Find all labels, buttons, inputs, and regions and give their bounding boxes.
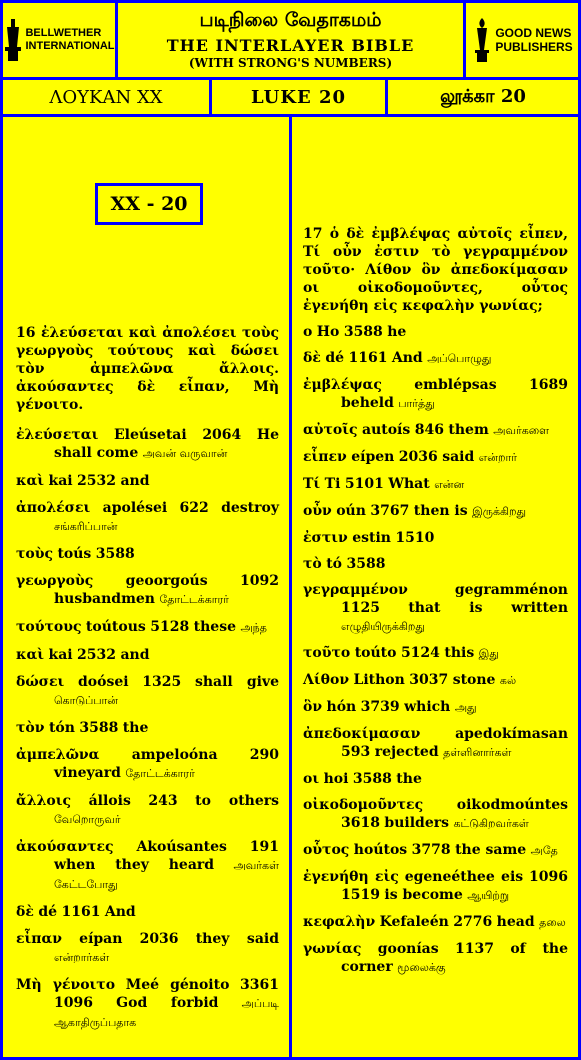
greek-word: δὲ xyxy=(303,350,321,366)
strongs-number: 3739 xyxy=(360,699,400,715)
word-entry xyxy=(303,796,568,833)
greek-word: τοὺς xyxy=(16,546,53,562)
tamil-gloss: சங்கரிப்பான் xyxy=(54,520,118,533)
strongs-number: 3588 xyxy=(352,771,392,787)
word-entry xyxy=(303,644,568,663)
strongs-number: 3778 xyxy=(411,842,451,858)
tamil-gloss: கட்டுகிறவர்கள் xyxy=(453,817,529,830)
transliteration: hoi xyxy=(323,771,349,787)
verse-16-text: 16 ἐλεύσεται καὶ ἀπολέσει τοὺς γεωργοὺς τούτους καὶ δώσει τὸν ἀμπελῶνα ἄλλοις. ἀκούσαντες δὲ εἶπαν, Μὴ γένοιτο. xyxy=(16,325,279,413)
tamil-gloss: தோட்டக்காரர் xyxy=(159,593,229,606)
word-entry xyxy=(16,472,279,490)
transliteration: Eleúsetai xyxy=(113,427,187,443)
strongs-number: 1092 xyxy=(240,573,279,589)
greek-word: οὖν xyxy=(303,503,332,519)
word-entry xyxy=(16,930,279,967)
tamil-gloss: என்றார்கள் xyxy=(54,951,110,964)
transliteration: eípen xyxy=(351,449,395,465)
strongs-number: 5128 xyxy=(150,619,190,635)
word-entry xyxy=(303,841,568,860)
transliteration: autoís xyxy=(362,422,411,438)
greek-word: ο xyxy=(303,324,313,340)
transliteration: apedokímasan xyxy=(455,726,568,742)
english-gloss: builders xyxy=(384,815,449,831)
greek-word: τοῦτο xyxy=(303,645,351,661)
tamil-gloss: அவர்கள் கேட்டபோது xyxy=(54,859,279,891)
strongs-number: 2036 xyxy=(398,449,438,465)
strongs-number: 243 xyxy=(148,793,178,809)
transliteration: tó xyxy=(326,556,343,572)
strongs-number: 1161 xyxy=(348,350,388,366)
logo-line: BELLWETHER xyxy=(25,27,102,39)
tamil-gloss: எழுதியிருக்கிறது xyxy=(341,620,425,633)
tamil-gloss: தோட்டக்காரர் xyxy=(125,767,195,780)
tamil-gloss: பார்த்து xyxy=(398,397,435,410)
greek-word: Μὴ γένοιτο xyxy=(16,977,116,993)
word-entry xyxy=(303,323,568,341)
english-gloss: said xyxy=(442,449,475,465)
header xyxy=(3,3,578,80)
greek-word: δώσει xyxy=(16,674,65,690)
greek-word: τούτους xyxy=(16,619,82,635)
strongs-number: 3588 xyxy=(79,720,119,736)
english-gloss: And xyxy=(104,904,136,920)
english-gloss: then is xyxy=(413,503,468,519)
tamil-gloss: தள்ளினார்கள் xyxy=(443,746,512,759)
transliteration: oikodmoúntes xyxy=(456,797,568,813)
good-news-logo-text xyxy=(495,26,572,54)
greek-word: εἶπαν xyxy=(16,931,63,947)
tamil-gloss: அப்பொழுது xyxy=(427,352,492,365)
strongs-number: 1689 xyxy=(529,377,568,393)
word-entry xyxy=(16,572,279,609)
tamil-gloss: இது xyxy=(478,647,499,660)
english-gloss: when they heard xyxy=(54,857,215,873)
greek-word: τὸν xyxy=(16,720,45,736)
english-reference: LUKE 20 xyxy=(212,80,388,114)
strongs-number: 2532 xyxy=(77,473,117,489)
chapter-label: XX - 20 xyxy=(95,183,203,225)
english-gloss: the xyxy=(122,720,149,736)
word-entry xyxy=(16,746,279,783)
strongs-number: 3361 1096 xyxy=(54,977,280,1011)
word-entry xyxy=(16,792,279,829)
greek-word: οὗτος xyxy=(303,842,350,858)
strongs-number: 846 xyxy=(414,422,444,438)
english-gloss: vineyard xyxy=(54,765,121,781)
greek-word: ἀμπελῶνα xyxy=(16,747,100,763)
transliteration: Meé génoito xyxy=(125,977,230,993)
english-gloss: these xyxy=(193,619,236,635)
english-gloss: destroy xyxy=(221,500,279,516)
bellwether-logo xyxy=(3,3,118,77)
english-gloss: that is written xyxy=(408,600,568,616)
english-gloss: What xyxy=(388,476,430,492)
strongs-number: 3618 xyxy=(341,815,380,831)
tamil-gloss: அப்படி ஆகாதிருப்பதாக xyxy=(54,997,280,1029)
word-entry xyxy=(303,349,568,368)
transliteration: kai xyxy=(48,473,73,489)
strongs-number: 191 xyxy=(249,839,280,855)
tamil-gloss: என்ன xyxy=(434,478,465,491)
word-entry xyxy=(303,671,568,690)
transliteration: dé xyxy=(38,904,58,920)
page-subtitle: (WITH STRONG'S NUMBERS) xyxy=(188,56,393,70)
english-gloss: this xyxy=(444,645,475,661)
word-entry xyxy=(303,725,568,762)
strongs-number: 5101 xyxy=(344,476,384,492)
word-entry xyxy=(303,421,568,440)
english-gloss: shall give xyxy=(194,674,280,690)
word-entry xyxy=(303,940,568,977)
strongs-number: 1161 xyxy=(61,904,101,920)
word-entry xyxy=(303,698,568,717)
strongs-number: 3767 xyxy=(370,503,410,519)
greek-word: γεωργοὺς xyxy=(16,573,94,589)
transliteration: Ti xyxy=(324,476,341,492)
greek-word: οἰκοδομοῦντες xyxy=(303,797,424,813)
english-gloss: they said xyxy=(195,931,279,947)
english-gloss: and xyxy=(120,473,150,489)
verse-16-entries xyxy=(16,426,279,1032)
greek-word: κεφαλὴν xyxy=(303,914,376,930)
strongs-number: 3588 xyxy=(346,556,386,572)
word-entry xyxy=(16,545,279,563)
strongs-number: 1096 1519 xyxy=(341,869,569,903)
tamil-gloss: அந்த xyxy=(240,621,267,634)
word-entry xyxy=(16,976,279,1032)
transliteration: hón xyxy=(326,699,357,715)
transliteration: estin xyxy=(352,530,391,546)
strongs-number: 1125 xyxy=(341,600,380,616)
transliteration: hoútos xyxy=(353,842,408,858)
tamil-gloss: அதே xyxy=(530,844,558,857)
word-entry xyxy=(303,868,568,905)
transliteration: dé xyxy=(325,350,345,366)
word-entry xyxy=(303,376,568,413)
strongs-number: 3588 xyxy=(95,546,135,562)
strongs-number: 3037 xyxy=(409,672,449,688)
strongs-number: 593 xyxy=(341,744,371,760)
transliteration: eípan xyxy=(79,931,123,947)
strongs-number: 2064 xyxy=(202,427,242,443)
title-tamil: படிநிலை வேதாகமம் xyxy=(199,9,382,31)
greek-word: ἐμβλέψας xyxy=(303,377,382,393)
strongs-number: 1137 xyxy=(455,941,494,957)
transliteration: kai xyxy=(48,647,73,663)
lamp-icon xyxy=(3,17,23,63)
greek-word: ἐστιν xyxy=(303,530,348,546)
transliteration: toús xyxy=(57,546,92,562)
transliteration: emblépsas xyxy=(414,377,497,393)
tamil-gloss: வேறொருவர் xyxy=(54,813,121,826)
word-entry xyxy=(16,719,279,737)
transliteration: Kefaleén xyxy=(379,914,449,930)
word-entry xyxy=(16,646,279,664)
english-gloss: beheld xyxy=(341,395,394,411)
english-gloss: he xyxy=(387,324,407,340)
transliteration: Lithon xyxy=(353,672,405,688)
word-entry xyxy=(303,555,568,573)
tamil-gloss: அவன் வருவான் xyxy=(142,447,228,460)
bellwether-logo-text xyxy=(25,27,114,53)
english-gloss: them xyxy=(448,422,489,438)
word-entry xyxy=(16,426,279,463)
greek-word: γωνίας xyxy=(303,941,362,957)
english-gloss: He shall come xyxy=(54,427,280,461)
page-title: THE INTERLAYER BIBLE xyxy=(166,36,415,55)
strongs-number: 622 xyxy=(179,500,209,516)
english-gloss: head xyxy=(496,914,535,930)
tamil-gloss: தலை xyxy=(539,916,566,929)
word-entry xyxy=(16,903,279,921)
logo-line: INTERNATIONAL xyxy=(25,40,115,52)
transliteration: geoorgoús xyxy=(125,573,208,589)
logo-line: PUBLISHERS xyxy=(495,40,573,54)
word-entry xyxy=(303,475,568,494)
tamil-gloss: அவர்களை xyxy=(493,424,550,437)
strongs-number: 290 xyxy=(249,747,280,763)
english-gloss: which xyxy=(404,699,451,715)
verse-17-column xyxy=(303,225,568,977)
word-entry xyxy=(16,618,279,637)
word-entry xyxy=(303,913,568,932)
greek-word: οι xyxy=(303,771,320,787)
word-entry xyxy=(303,581,568,636)
transliteration: Ho xyxy=(316,324,340,340)
word-entry xyxy=(16,838,279,894)
greek-reference: ΛΟΥΚΑΝ XX xyxy=(3,80,212,114)
english-gloss: God forbid xyxy=(116,995,219,1011)
tamil-gloss: கொடுப்பான் xyxy=(54,694,118,707)
tamil-gloss: இருக்கிறது xyxy=(472,505,527,518)
strongs-number: 2036 xyxy=(139,931,179,947)
strongs-number: 2532 xyxy=(77,647,117,663)
transliteration: toúto xyxy=(354,645,397,661)
tamil-gloss: என்றார் xyxy=(478,451,517,464)
strongs-number: 3588 xyxy=(343,324,383,340)
word-entry xyxy=(16,499,279,536)
greek-word: τὸ xyxy=(303,556,322,572)
transliteration: toútous xyxy=(85,619,146,635)
greek-word: αὐτοῖς xyxy=(303,422,358,438)
strongs-number: 5124 xyxy=(400,645,440,661)
transliteration: Akoúsantes xyxy=(136,839,227,855)
transliteration: doósei xyxy=(78,674,129,690)
greek-word: καὶ xyxy=(16,647,45,663)
torch-icon xyxy=(471,16,493,64)
transliteration: apolései xyxy=(102,500,168,516)
greek-word: εἶπεν xyxy=(303,449,347,465)
greek-word: ἐλεύσεται xyxy=(16,427,99,443)
transliteration: tón xyxy=(48,720,75,736)
greek-word: Τί xyxy=(303,476,321,492)
logo-line: GOOD NEWS xyxy=(495,26,572,40)
tamil-gloss: கல் xyxy=(499,674,517,687)
greek-word: ὃν xyxy=(303,699,323,715)
strongs-number: 2776 xyxy=(453,914,493,930)
transliteration: oún xyxy=(336,503,366,519)
english-gloss: And xyxy=(391,350,423,366)
greek-word: ἐγενήθη εἰς xyxy=(303,869,399,885)
english-gloss: to others xyxy=(195,793,280,809)
verse-17-text: 17 ὁ δὲ ἐμβλέψας αὐτοῖς εἶπεν, Τί οὖν ἐστιν τὸ γεγραμμένον τοῦτο· Λίθον ὃν ἀπεδοκίμασαν οι οἰκοδομοῦντες, οὗτος ἐγενήθη εἰς κεφαλὴν γωνίας; xyxy=(303,226,568,314)
strongs-number: 1510 xyxy=(395,530,435,546)
transliteration: ampeloóna xyxy=(131,747,218,763)
word-entry xyxy=(303,448,568,467)
english-gloss: and xyxy=(120,647,150,663)
title-block xyxy=(118,3,463,77)
transliteration: állois xyxy=(88,793,131,809)
word-entry xyxy=(16,673,279,710)
column-divider xyxy=(289,117,292,1057)
transliteration: egeneéthee eis xyxy=(404,869,524,885)
tamil-gloss: ஆயிற்று xyxy=(467,889,510,902)
word-entry xyxy=(303,502,568,521)
verse-16-column xyxy=(16,324,279,1032)
english-gloss: rejected xyxy=(374,744,439,760)
tamil-reference: லூக்கா 20 xyxy=(440,85,526,107)
greek-word: δὲ xyxy=(16,904,34,920)
word-entry xyxy=(303,529,568,547)
strongs-number: 1325 xyxy=(142,674,182,690)
greek-word: καὶ xyxy=(16,473,45,489)
english-gloss: husbandmen xyxy=(54,591,155,607)
english-gloss: is become xyxy=(384,887,463,903)
tamil-gloss: அது xyxy=(454,701,477,714)
reference-bar xyxy=(3,80,578,117)
word-entry xyxy=(303,770,568,788)
transliteration: goonías xyxy=(377,941,439,957)
greek-word: ἀπολέσει xyxy=(16,500,91,516)
tamil-gloss: மூலைக்கு xyxy=(397,961,446,974)
greek-word: ἀκούσαντες xyxy=(16,839,114,855)
english-gloss: of the corner xyxy=(341,941,569,975)
good-news-logo xyxy=(463,3,578,77)
verse-17-entries xyxy=(303,323,568,977)
greek-word: γεγραμμένον xyxy=(303,582,408,598)
english-gloss: stone xyxy=(452,672,496,688)
transliteration: gegramménon xyxy=(454,582,568,598)
greek-word: ἄλλοις xyxy=(16,793,72,809)
english-gloss: the same xyxy=(455,842,527,858)
english-gloss: the xyxy=(396,771,422,787)
greek-word: ἀπεδοκίμασαν xyxy=(303,726,421,742)
greek-word: Λίθον xyxy=(303,672,350,688)
